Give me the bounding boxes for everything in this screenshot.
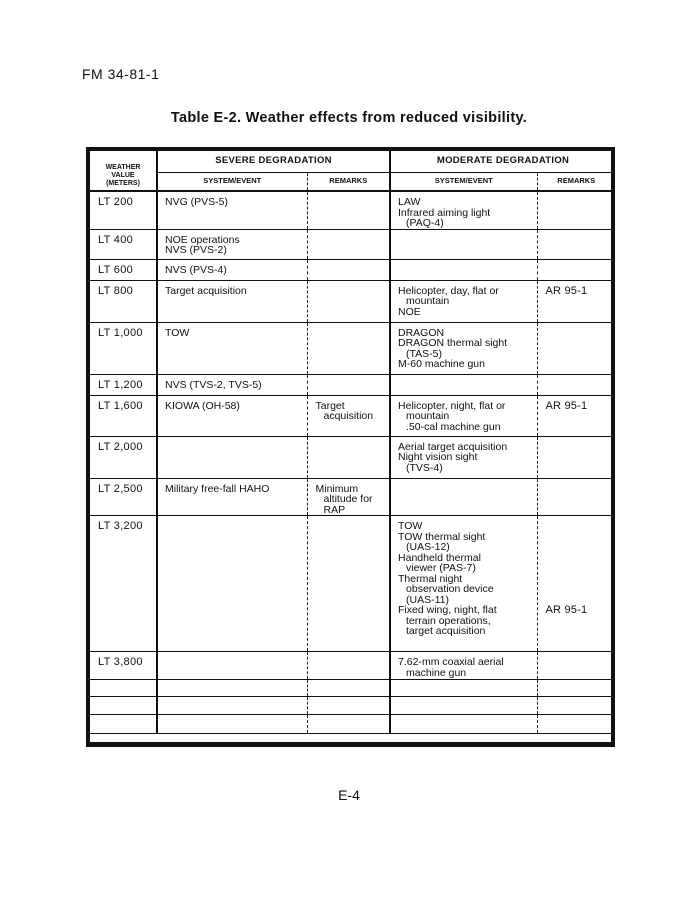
mod-rem-line <box>546 532 612 543</box>
mod-sys-line: (UAS-11) <box>406 593 449 606</box>
mod-sys-line: DRAGON <box>398 326 445 339</box>
mod-sys-line: LAW <box>398 196 421 208</box>
header-severe-remarks: REMARKS <box>307 173 390 192</box>
weather-value-cell: LT 3,800 <box>90 652 157 680</box>
table-row <box>90 191 615 229</box>
moderate-remarks-cell <box>537 395 615 436</box>
table-body <box>90 191 615 734</box>
moderate-system-cell <box>390 374 537 395</box>
moderate-remarks-cell <box>537 478 615 516</box>
mod-sys-line: 7.62-mm coaxial aerial <box>398 656 504 668</box>
table-row <box>90 680 615 697</box>
severe-remarks-cell <box>307 229 390 259</box>
weather-value-cell: LT 600 <box>90 259 157 280</box>
mod-sys-line: machine gun <box>406 666 467 679</box>
moderate-system-cell <box>390 516 537 652</box>
severe-remarks-cell <box>307 436 390 478</box>
severe-system-cell <box>157 652 307 680</box>
mod-sys-line: NOE <box>398 305 421 318</box>
severe-system-cell <box>157 680 307 697</box>
severe-remarks-cell <box>307 715 390 734</box>
moderate-remarks-cell <box>537 280 615 322</box>
mod-sys-line: Handheld thermal <box>398 551 481 564</box>
moderate-system-cell <box>390 191 537 229</box>
mod-rem-line <box>546 563 612 574</box>
table-row <box>90 516 615 652</box>
severe-system-cell <box>157 516 307 652</box>
moderate-system-cell <box>390 697 537 715</box>
mod-sys-line: mountain <box>406 295 450 307</box>
mod-sys-line: Helicopter, day, flat or <box>398 284 499 297</box>
weather-value-cell: LT 2,500 <box>90 478 157 516</box>
severe-remarks-cell <box>307 478 390 516</box>
table-row <box>90 478 615 516</box>
severe-sys-line: NVS (PVS-2) <box>165 244 227 256</box>
header-weather-value: WEATHER VALUE (METERS) <box>90 151 157 191</box>
page-number: E-4 <box>338 787 360 803</box>
weather-value-cell: LT 3,200 <box>90 516 157 652</box>
header-severe-degradation: SEVERE DEGRADATION <box>157 151 390 173</box>
moderate-remarks-cell <box>537 436 615 478</box>
header-moderate-system-event: SYSTEM/EVENT <box>390 173 537 192</box>
severe-system-cell <box>157 715 307 734</box>
mod-sys-line: (UAS-12) <box>406 541 450 553</box>
severe-remarks-cell <box>307 191 390 229</box>
weather-effects-table <box>86 147 615 747</box>
header-severe-system-event: SYSTEM/EVENT <box>157 173 307 192</box>
moderate-system-cell <box>390 436 537 478</box>
moderate-remarks-cell <box>537 516 615 652</box>
mod-sys-line: DRAGON thermal sight <box>398 337 508 349</box>
severe-rem-line: acquisition <box>323 410 374 422</box>
table-row <box>90 715 615 734</box>
header-moderate-remarks: REMARKS <box>537 173 615 192</box>
moderate-system-cell <box>390 395 537 436</box>
moderate-remarks-cell <box>537 259 615 280</box>
mod-rem-line: AR 95-1 <box>545 604 588 616</box>
weather-value-cell: LT 2,000 <box>90 436 157 478</box>
severe-sys-line: NVS (TVS-2, TVS-5) <box>165 378 262 391</box>
severe-system-cell <box>157 322 307 374</box>
moderate-remarks-cell <box>537 680 615 697</box>
table-row <box>90 436 615 478</box>
severe-rem-line: altitude for <box>323 493 373 505</box>
severe-rem-line: RAP <box>323 503 346 516</box>
moderate-remarks-cell <box>537 374 615 395</box>
severe-system-cell <box>157 191 307 229</box>
moderate-remarks-cell <box>537 322 615 374</box>
table-row <box>90 322 615 374</box>
severe-sys-line: NVS (PVS-4) <box>165 263 227 276</box>
severe-sys-line: KIOWA (OH-58) <box>165 399 240 412</box>
mod-sys-line: target acquisition <box>406 625 486 637</box>
weather-value-cell: LT 1,200 <box>90 374 157 395</box>
mod-sys-line: mountain <box>406 410 450 422</box>
weather-value-cell <box>90 715 157 734</box>
severe-remarks-cell <box>307 259 390 280</box>
severe-remarks-cell <box>307 395 390 436</box>
weather-value-cell: LT 400 <box>90 229 157 259</box>
weather-value-cell: LT 800 <box>90 280 157 322</box>
weather-value-cell: LT 1,600 <box>90 395 157 436</box>
mod-sys-line: Helicopter, night, flat or <box>398 399 506 412</box>
mod-sys-line: Night vision sight <box>398 451 478 463</box>
moderate-system-cell <box>390 322 537 374</box>
severe-system-cell <box>157 229 307 259</box>
mod-sys-line: TOW thermal sight <box>398 530 486 543</box>
severe-system-cell <box>157 478 307 516</box>
moderate-remarks-cell <box>537 191 615 229</box>
mod-sys-line: (TAS-5) <box>406 347 442 360</box>
severe-remarks-cell <box>307 652 390 680</box>
moderate-system-cell <box>390 715 537 734</box>
mod-rem-line <box>546 542 612 553</box>
weather-value-cell <box>90 697 157 715</box>
mod-sys-line: (PAQ-4) <box>406 217 444 229</box>
severe-remarks-cell <box>307 322 390 374</box>
mod-sys-line: Thermal night <box>398 572 463 585</box>
table-row <box>90 374 615 395</box>
weather-value-cell <box>90 680 157 697</box>
table-row <box>90 395 615 436</box>
mod-rem-line <box>546 521 612 532</box>
severe-system-cell <box>157 280 307 322</box>
table-title: Table E-2. Weather effects from reduced visibility. <box>170 110 528 126</box>
severe-system-cell <box>157 395 307 436</box>
severe-sys-line: Target acquisition <box>165 284 247 297</box>
moderate-remarks-cell <box>537 652 615 680</box>
weather-value-cell: LT 200 <box>90 191 157 229</box>
mod-rem-line <box>546 584 612 595</box>
mod-sys-line: .50-cal machine gun <box>406 420 501 433</box>
moderate-remarks-cell <box>537 715 615 734</box>
document-id: FM 34-81-1 <box>82 66 160 82</box>
moderate-system-cell <box>390 478 537 516</box>
mod-sys-line: Infrared aiming light <box>398 206 491 219</box>
mod-sys-line: M-60 machine gun <box>398 358 485 370</box>
mod-sys-line: Aerial target acquisition <box>398 440 508 453</box>
severe-rem-line: Minimum <box>315 482 359 495</box>
severe-system-cell <box>157 697 307 715</box>
table-row <box>90 259 615 280</box>
moderate-system-cell <box>390 280 537 322</box>
severe-sys-line: NOE operations <box>165 233 240 246</box>
mod-sys-line: Fixed wing, night, flat <box>398 604 497 616</box>
mod-sys-line: observation device <box>406 583 494 595</box>
moderate-system-cell <box>390 229 537 259</box>
mod-rem-line: AR 95-1 <box>545 399 588 412</box>
moderate-remarks-cell <box>537 229 615 259</box>
moderate-system-cell <box>390 259 537 280</box>
severe-remarks-cell <box>307 680 390 697</box>
mod-sys-line: TOW <box>398 520 423 532</box>
severe-sys-line: NVG (PVS-5) <box>165 196 229 208</box>
severe-remarks-cell <box>307 516 390 652</box>
moderate-remarks-cell <box>537 697 615 715</box>
severe-remarks-cell <box>307 697 390 715</box>
header-moderate-degradation: MODERATE DEGRADATION <box>390 151 615 173</box>
severe-system-cell <box>157 436 307 478</box>
severe-system-cell <box>157 374 307 395</box>
mod-sys-line: terrain operations, <box>406 614 491 627</box>
mod-sys-line: viewer (PAS-7) <box>406 562 476 574</box>
moderate-system-cell <box>390 652 537 680</box>
table-row <box>90 697 615 715</box>
table-row <box>90 652 615 680</box>
severe-sys-line: Military free-fall HAHO <box>165 482 270 495</box>
mod-rem-line: AR 95-1 <box>545 284 588 297</box>
mod-sys-line: (TVS-4) <box>406 461 443 474</box>
weather-value-cell: LT 1,000 <box>90 322 157 374</box>
moderate-system-cell <box>390 680 537 697</box>
severe-remarks-cell <box>307 374 390 395</box>
table-row <box>90 229 615 259</box>
severe-system-cell <box>157 259 307 280</box>
table-row <box>90 280 615 322</box>
mod-rem-line <box>546 574 612 585</box>
severe-rem-line: Target <box>315 399 345 412</box>
mod-rem-line <box>546 553 612 564</box>
severe-remarks-cell <box>307 280 390 322</box>
severe-sys-line: TOW <box>165 326 190 339</box>
